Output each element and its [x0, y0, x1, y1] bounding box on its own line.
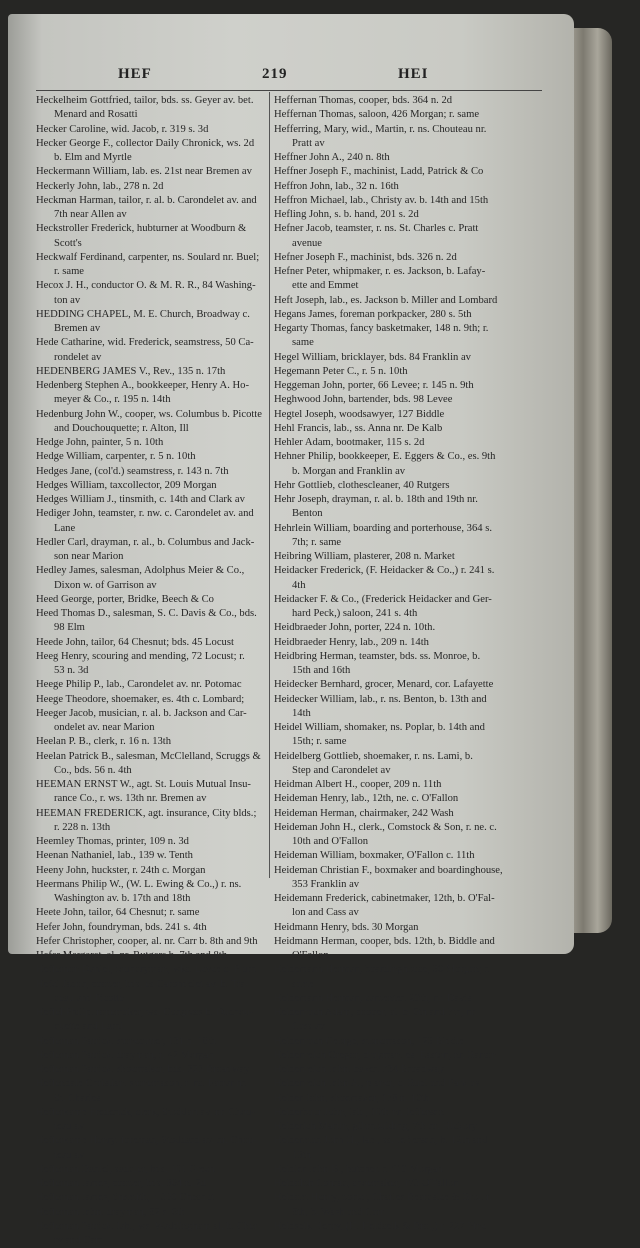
entry-continuation-line: 15th and 16th [292, 665, 351, 676]
entry-line: Hehler Adam, bootmaker, 115 s. 2d [274, 437, 425, 448]
directory-entry [36, 507, 268, 536]
entry-line: Hehl Francis, lab., ss. Anna nr. De Kalb [274, 422, 443, 434]
entry-line: Hegarty Thomas, fancy basketmaker, 148 n. 9th; r. [274, 323, 489, 334]
directory-entry [274, 450, 546, 479]
entry-line: Heffernan Thomas, saloon, 426 Morgan; r. same [274, 109, 480, 121]
entry-continuation-line: 10th and O'Fallon [292, 836, 369, 847]
entry-line: Heffernan Daniel, saddler, bds. 101 Green [36, 1163, 215, 1175]
directory-entry [36, 1177, 268, 1191]
directory-entry [36, 1191, 268, 1205]
entry-line: Heeny John, huckster, r. 24th c. Morgan [36, 864, 206, 876]
entry-line: Heiderman John H., lab., ss. Jefferson, b. 12th and [274, 1135, 488, 1147]
directory-entry [274, 208, 546, 222]
entry-continuation-line: O'Fallon [292, 950, 329, 961]
directory-entry [36, 123, 268, 137]
entry-line: Heeg Henry, scouring and mending, 72 Locust; r. [36, 650, 245, 662]
entry-line: Hediger John, teamster, r. nw. c. Carondelet av. and [36, 508, 254, 520]
directory-entry [36, 365, 268, 379]
directory-entry [36, 835, 268, 849]
directory-entry [36, 707, 268, 736]
entry-line: Hedges Jane, (col'd.) seamstress, r. 143 n. 7th [36, 465, 229, 477]
directory-entry [36, 1163, 268, 1177]
directory-entry [274, 165, 546, 179]
page-number: 219 [262, 66, 288, 82]
directory-entry [274, 94, 546, 108]
entry-line: Heidbring Herman, teamster, bds. ss. Monroe, b. [274, 650, 481, 662]
entry-line: Hefer John, foundryman, bds. 241 s. 4th [36, 921, 207, 933]
entry-continuation-line: avenue [292, 237, 322, 249]
entry-continuation-line: b. Morgan and Franklin av [292, 465, 406, 477]
entry-line: Hedler Carl, drayman, r. al., b. Columbus and Jack- [36, 536, 255, 548]
directory-entry [36, 864, 268, 878]
entry-line: Hecox J. H., conductor O. & M. R. R., 84 Washing- [36, 280, 256, 292]
directory-entry [274, 1092, 546, 1106]
directory-entry [274, 1120, 546, 1134]
entry-continuation-line: deau and Picotte [54, 992, 125, 1004]
directory-entry [274, 1063, 546, 1077]
directory-entry [274, 1006, 546, 1035]
entry-continuation-line: ette and Emmet [292, 280, 359, 292]
directory-entry [274, 493, 546, 522]
directory-entry [274, 1191, 546, 1220]
entry-line: Heidel William, shomaker, ns. Poplar, b. 14th and [274, 722, 485, 733]
directory-entry [36, 279, 268, 308]
entry-continuation-line: Menard and Rosatti [54, 109, 138, 121]
entry-continuation-line: r. same [54, 266, 85, 277]
entry-line: Hegemann Peter C., r. 5 n. 10th [274, 365, 408, 377]
entry-line: Hecker Caroline, wid. Jacob, r. 319 s. 3d [36, 123, 209, 135]
directory-entry [274, 393, 546, 407]
entry-continuation-line: 8th, b. Wash and Carr [292, 1206, 384, 1218]
entry-line: Heidemann Herman, boardinghouse, 30 Morgan; r. [274, 964, 491, 976]
entry-continuation-line: quette and Lami [54, 1021, 123, 1033]
entry-continuation-line: same [292, 978, 314, 990]
directory-entry [36, 849, 268, 863]
entry-line: Heidolph Conrad, shoemaker, 173 O'Fallon [274, 1178, 459, 1189]
entry-line: Heiderbaur John, lab., 10th nr. Jefferson [274, 1106, 445, 1118]
directory-entry [36, 650, 268, 679]
entry-line: Heffernon Daniel, foundryman, wks. Levee c. Plum [36, 964, 256, 976]
entry-line: Heckwalf Ferdinand, carpenter, ns. Soulard nr. Buel; [36, 251, 260, 263]
directory-entry [274, 678, 546, 692]
directory-entry [274, 593, 546, 622]
entry-line: Heckelheim Gottfried, tailor, bds. ss. Geyer av. bet. [36, 95, 254, 106]
entry-line: Heibring William, plasterer, 208 n. Market [274, 551, 455, 562]
entry-line: Heelan P. B., clerk, r. 16 n. 13th [36, 736, 172, 748]
entry-line: Heggeman John, porter, 66 Levee; r. 145 n. 9th [274, 380, 474, 391]
entry-line: Heete John, tailor, 64 Chesnut; r. same [36, 907, 200, 919]
directory-entry [36, 379, 268, 408]
entry-line: Hefer Christopher, cooper, al. nr. Carr b. 8th and 9th [36, 935, 258, 947]
directory-entry [36, 935, 268, 949]
entry-line: Hedges William J., tinsmith, c. 14th and Clark av [36, 494, 245, 505]
directory-entry [36, 1063, 268, 1077]
directory-entry [36, 222, 268, 251]
entry-line: Heffernan Patrick, drayman, r. 42 Morgan [36, 1049, 214, 1061]
entry-continuation-line: Benton [292, 508, 323, 520]
entry-line: Heffel Philip, ropemaker, ws. Congress b. Duchou- [36, 1007, 254, 1018]
entry-continuation-line: Step and Carondelet av [292, 764, 391, 776]
entry-line: Hedge John, painter, 5 n. 10th [36, 437, 164, 448]
directory-entry [36, 251, 268, 280]
entry-line: HEDENBERG JAMES V., Rev., 135 n. 17th [36, 365, 226, 377]
directory-entry [274, 1106, 546, 1120]
entry-line: Hefner Joseph F., machinist, bds. 326 n. 2d [274, 251, 457, 263]
directory-entry [274, 1077, 546, 1091]
entry-continuation-line: r. 228 n. 13th [54, 821, 111, 833]
directory-entry [36, 308, 268, 337]
entry-continuation-line: son near Marion [54, 551, 124, 562]
entry-line: Heft Joseph, lab., es. Jackson b. Miller and Lombard [274, 294, 498, 306]
directory-entry [36, 536, 268, 565]
entry-line: Heckstroller Frederick, hubturner at Woodburn & [36, 223, 247, 235]
entry-continuation-line: Washington av. b. 17th and 18th [54, 893, 191, 904]
entry-line: Hedenberg Stephen A., bookkeeper, Henry A. Ho- [36, 380, 249, 391]
directory-entry [274, 436, 546, 450]
entry-line: Heffernan John, drayman, 82 s. 6th [36, 1206, 186, 1218]
entry-line: Hede Catharine, wid. Frederick, seamstress, 50 Ca- [36, 337, 254, 349]
entry-continuation-line: ton av [54, 294, 81, 306]
directory-entry [36, 1035, 268, 1049]
entry-line: Heffron John, lab., 32 n. 16th [274, 180, 399, 192]
directory-entry [274, 365, 546, 379]
directory-entry [274, 123, 546, 152]
directory-entry [274, 550, 546, 564]
directory-entry [36, 180, 268, 194]
directory-entry [36, 336, 268, 365]
entry-line: Heidemann Frederick, cabinetmaker, 12th, b. O'Fal- [274, 893, 495, 904]
header-rule [36, 90, 542, 91]
directory-entry [274, 821, 546, 850]
directory-entry [36, 165, 268, 179]
entry-line: Heege Theodore, shoemaker, es. 4th c. Lombard; [36, 693, 245, 705]
entry-line: Heffernan James, cooper, bds. 364 n. 2d [36, 1178, 207, 1189]
entry-line: HEEMAN FREDERICK, agt. insurance, City blds.; [36, 807, 257, 819]
entry-line: Heckman Harman, tailor, r. al. b. Carondelet av. and [36, 194, 257, 206]
directory-entry [36, 607, 268, 636]
entry-line: Heidenreich John, baker, 734 Broadway [274, 1064, 445, 1075]
entry-line: Heidmann Henry, bds. 30 Morgan [274, 921, 419, 933]
entry-line: Heidenrach George, stonemason, 123 Biddle [274, 1035, 464, 1047]
directory-entry [36, 978, 268, 1007]
directory-entry [36, 735, 268, 749]
running-head-right: HEI [398, 66, 429, 82]
entry-line: Heemley Thomas, printer, 109 n. 3d [36, 836, 189, 847]
directory-entry [274, 522, 546, 551]
entry-line: Heeger Jacob, musician, r. al. b. Jackson and Car- [36, 707, 247, 719]
entry-continuation-line: and Douchouquette; r. Alton, Ill [54, 422, 189, 434]
directory-entry [36, 750, 268, 779]
directory-entry [36, 479, 268, 493]
entry-line: Heidemann Herman, carpenter, 20th, nr. Davis [274, 992, 472, 1004]
entry-continuation-line: Lane [54, 522, 76, 534]
directory-entry [36, 137, 268, 166]
directory-entry [274, 693, 546, 722]
right-column [274, 94, 546, 1234]
directory-entry [274, 1177, 546, 1191]
entry-line: Heffner John A., 240 n. 8th [274, 152, 390, 163]
entry-line: Heidom Henry, porter, Charles Beardslee & Bro., r. [274, 1192, 492, 1204]
directory-entry [274, 151, 546, 165]
directory-entry [274, 621, 546, 635]
entry-line: Heffron Michael, lab., Christy av. b. 14th and 15th [274, 194, 489, 206]
entry-line: Heffner Joseph F., machinist, Ladd, Patrick & Co [274, 166, 484, 178]
directory-entry [36, 436, 268, 450]
entry-continuation-line: meyer & Co., r. 195 n. 14th [54, 394, 171, 406]
directory-entry [36, 778, 268, 807]
directory-entry [274, 721, 546, 750]
entry-continuation-line: 353 Franklin av [292, 878, 360, 890]
entry-continuation-line: Dixon w. of Garrison av [54, 579, 157, 591]
entry-line: Heiderich Martin, giltmoulding, 7th nr. Hickory [274, 1121, 478, 1132]
entry-line: Heelan Patrick B., salesman, McClelland, Scruggs & [36, 750, 261, 762]
directory-entry [274, 408, 546, 422]
entry-line: Heidenreich Gregor, drayman, es. Easton, nr. Barton [274, 1049, 497, 1061]
directory-entry [36, 1220, 268, 1248]
directory-entry [274, 294, 546, 308]
entry-line: Hefling John, s. b. hand, 201 s. 2d [274, 209, 419, 220]
directory-entry [36, 807, 268, 836]
directory-entry [36, 949, 268, 963]
entry-line: Heidler John B., butcher, r. 610 Morgan [274, 1163, 443, 1175]
directory-entry [274, 778, 546, 792]
running-head-left: HEF [118, 66, 152, 82]
entry-line: Hefner Peter, whipmaker, r. es. Jackson, b. Lafay- [274, 266, 486, 277]
directory-entry [274, 636, 546, 650]
entry-continuation-line: rance Co., r. ws. 13th nr. Bremen av [54, 793, 207, 805]
entry-continuation-line: teau av [54, 1121, 85, 1132]
entry-line: Heideman John H., clerk., Comstock & Son, r. ne. c. [274, 821, 497, 833]
entry-line: Heenan Nathaniel, lab., 139 w. Tenth [36, 850, 193, 862]
entry-line: Heckerly John, lab., 278 n. 2d [36, 180, 164, 192]
directory-entry [36, 408, 268, 437]
entry-line: Heidman Albert H., cooper, 209 n. 11th [274, 779, 442, 790]
entry-continuation-line: lon and Cass av [292, 907, 359, 919]
entry-line: Heider John, shoemaker, 178 n. 10th [274, 1092, 430, 1104]
entry-continuation-line: 14th [292, 707, 311, 719]
entry-line: Heffernan Patrick, stonecutter, 131 n. 18th [36, 1035, 217, 1047]
entry-line: Heideman Henry, lab., 12th, ne. c. O'Fallon [274, 793, 459, 805]
directory-entry [274, 265, 546, 294]
directory-entry [36, 921, 268, 935]
entry-line: Hefner Jacob, teamster, r. ns. St. Charles c. Pratt [274, 223, 479, 235]
entry-line: Heidelberg Gottlieb, shoemaker, r. ns. Lami, b. [274, 750, 473, 762]
directory-entry [274, 351, 546, 365]
left-column [36, 94, 268, 1248]
entry-continuation-line: teau av [54, 1149, 85, 1161]
entry-line: Hedenburg John W., cooper, ws. Columbus b. Picotte [36, 408, 262, 420]
entry-line: Heideman Herman, chairmaker, 242 Wash [274, 807, 454, 819]
entry-continuation-line: 98 Elm [54, 622, 85, 634]
entry-continuation-line: hard Peck,) saloon, 241 s. 4th [292, 608, 418, 619]
entry-continuation-line: 7th near Allen av [54, 209, 127, 220]
directory-entry [274, 935, 546, 964]
directory-entry [274, 963, 546, 992]
directory-entry [36, 636, 268, 650]
entry-line: Hefferkamp Henry, foreman, Stoddard av. nr. Chou- [36, 1135, 257, 1147]
directory-entry [274, 750, 546, 779]
directory-entry [274, 892, 546, 921]
entry-line: Hefer Margaret, al. nr. Rutgers b. 7th and 8th [36, 950, 228, 961]
directory-entry [274, 1220, 546, 1234]
entry-line: Heidecker William, lab., r. ns. Benton, b. 13th and [274, 693, 487, 705]
directory-entry [274, 479, 546, 493]
directory-entry [274, 1163, 546, 1177]
entry-continuation-line: 7th; r. same [292, 536, 342, 548]
directory-entry [36, 678, 268, 692]
directory-entry [274, 1035, 546, 1049]
directory-entry [274, 308, 546, 322]
entry-line: Hehr Joseph, drayman, r. al. b. 18th and 19th nr. [274, 494, 478, 505]
entry-line: Heideman William, boxmaker, O'Fallon c. 11th [274, 850, 475, 862]
entry-line: Heede John, tailor, 64 Chesnut; bds. 45 Locust [36, 636, 234, 648]
entry-line: Hefel Jacob, cooper, bds. es Carondelet av. b. Tra- [36, 978, 249, 990]
entry-line: Hegans James, foreman porkpacker, 280 s. 5th [274, 308, 472, 320]
entry-line: Hedges William, taxcollector, 209 Morgan [36, 479, 217, 491]
directory-entry [274, 379, 546, 393]
entry-line: Hefferring, Mary, wid., Martin, r. ns. Chouteau nr. [274, 123, 487, 135]
entry-line: Heffernan Thomas, cooper, bds. 364 n. 2d [274, 95, 453, 106]
directory-entry [36, 963, 268, 977]
directory-entry [36, 493, 268, 507]
entry-line: Heidmann Herman, cooper, bds. 12th, b. Biddle and [274, 935, 495, 947]
directory-entry [36, 465, 268, 479]
directory-entry [36, 1134, 268, 1163]
entry-line: HEEMAN ERNST W., agt. St. Louis Mutual Insu- [36, 779, 251, 790]
entry-line: Heidenreich John A., planer, c. Buel and Park av [274, 1078, 481, 1090]
directory-entry [274, 1134, 546, 1163]
directory-entry [36, 1049, 268, 1063]
entry-line: Heffernan James, tinsmith, r. 300 Chesnut [36, 1192, 215, 1204]
directory-entry [36, 906, 268, 920]
entry-line: Hehner Philip, bookkeeper, E. Eggers & Co., es. 9th [274, 451, 496, 463]
directory-entry [274, 194, 546, 208]
entry-continuation-line: ry and Carr [54, 1235, 103, 1246]
directory-entry [36, 94, 268, 123]
entry-line: Hedley James, salesman, Adolphus Meier & Co., [36, 565, 245, 577]
entry-line: Heffendale Christian, stonemason, r. ns. Farrar nr. [36, 1078, 248, 1090]
directory-entry [274, 849, 546, 863]
entry-continuation-line: 13th [292, 1149, 311, 1161]
entry-line: Hegtel Joseph, woodsawyer, 127 Biddle [274, 408, 445, 420]
entry-continuation-line: b. Elm and Myrtle [54, 152, 132, 163]
entry-continuation-line: Pratt av [292, 137, 325, 149]
directory-entry [36, 593, 268, 607]
directory-entry [36, 1206, 268, 1220]
directory-entry [274, 322, 546, 351]
entry-continuation-line: rondelet av [54, 351, 102, 363]
entry-line: Heghwood John, bartender, bds. 98 Levee [274, 394, 453, 406]
entry-line: Heidacker F. & Co., (Frederick Heidacker and Ger- [274, 593, 492, 605]
directory-entry [274, 864, 546, 893]
directory-entry [36, 1077, 268, 1106]
directory-entry [36, 450, 268, 464]
directory-entry [36, 1106, 268, 1135]
directory-entry [274, 422, 546, 436]
entry-line: Heidbraeder John, porter, 224 n. 10th. [274, 622, 436, 634]
entry-line: Heffernan Patrick, shoemaker, bds. 323 Broadway [36, 1064, 250, 1075]
entry-line: Hefferkamp Frederick, clerk, Stoddart av. nr. Chou- [36, 1106, 256, 1118]
directory-entry [274, 992, 546, 1006]
entry-line: Heidecker Bernhard, grocer, Menard, cor. Lafayette [274, 679, 494, 691]
entry-continuation-line: same [292, 337, 314, 349]
entry-line: Heckermann William, lab. es. 21st near Bremen av [36, 166, 252, 178]
entry-line: Hedge William, carpenter, r. 5 n. 10th [36, 451, 196, 463]
entry-continuation-line: St. Charles [54, 1092, 101, 1104]
directory-entry [274, 807, 546, 821]
entry-line: Hehr Gottlieb, clothescleaner, 40 Rutgers [274, 479, 450, 491]
entry-line: HEDDING CHAPEL, M. E. Church, Broadway c. [36, 308, 250, 320]
entry-line: Hecker George F., collector Daily Chronick, ws. 2d [36, 137, 255, 149]
entry-line: Hegel William, bricklayer, bds. 84 Franklin av [274, 351, 471, 363]
directory-entry [274, 564, 546, 593]
directory-entry [274, 792, 546, 806]
directory-entry [274, 921, 546, 935]
entry-line: Heidseik Henry, (H. Heidseik & Bro.,) r. 227 Pine [274, 1220, 487, 1232]
entry-continuation-line: 15th; r. same [292, 736, 347, 748]
entry-line: Heffernan Patrick, lab., ws. Waddingham al. b. Cher- [36, 1220, 261, 1232]
entry-continuation-line: 53 n. 3d [54, 665, 89, 676]
entry-line: Heidacker Frederick, (F. Heidacker & Co.,) r. 241 s. [274, 565, 495, 577]
entry-line: Heidbraeder Henry, lab., 209 n. 14th [274, 636, 429, 648]
entry-line: Hehrlein William, boarding and porterhouse, 364 s. [274, 522, 492, 534]
directory-entry [274, 251, 546, 265]
entry-continuation-line: Scott's [54, 237, 82, 249]
directory-entry [274, 222, 546, 251]
entry-line: Heege Philip P., lab., Carondelet av. nr. Potomac [36, 679, 242, 691]
entry-line: Heideman Christian F., boxmaker and boardinghouse, [274, 864, 503, 876]
column-divider [269, 92, 270, 878]
entry-continuation-line: 4th [292, 579, 306, 591]
entry-continuation-line: Co., bds. 56 n. 4th [54, 764, 132, 776]
directory-entry [36, 693, 268, 707]
entry-line: Heed George, porter, Bridke, Beech & Co [36, 593, 214, 605]
entry-continuation-line: Bremen av [54, 323, 101, 334]
entry-line: Heidenrach Adam, cooper, al. b. 6th and 7th, nr. [274, 1007, 478, 1018]
entry-continuation-line: Cass av [292, 1021, 325, 1033]
directory-entry [274, 650, 546, 679]
directory-entry [36, 194, 268, 223]
entry-continuation-line: ondelet av. near Marion [54, 722, 155, 733]
directory-entry [36, 878, 268, 907]
directory-entry [274, 180, 546, 194]
directory-entry [36, 1006, 268, 1035]
directory-entry [36, 564, 268, 593]
entry-line: Heed Thomas D., salesman, S. C. Davis & Co., bds. [36, 608, 257, 619]
entry-line: Heermans Philip W., (W. L. Ewing & Co.,) r. ns. [36, 878, 242, 890]
directory-entry [274, 108, 546, 122]
directory-entry [274, 1049, 546, 1063]
